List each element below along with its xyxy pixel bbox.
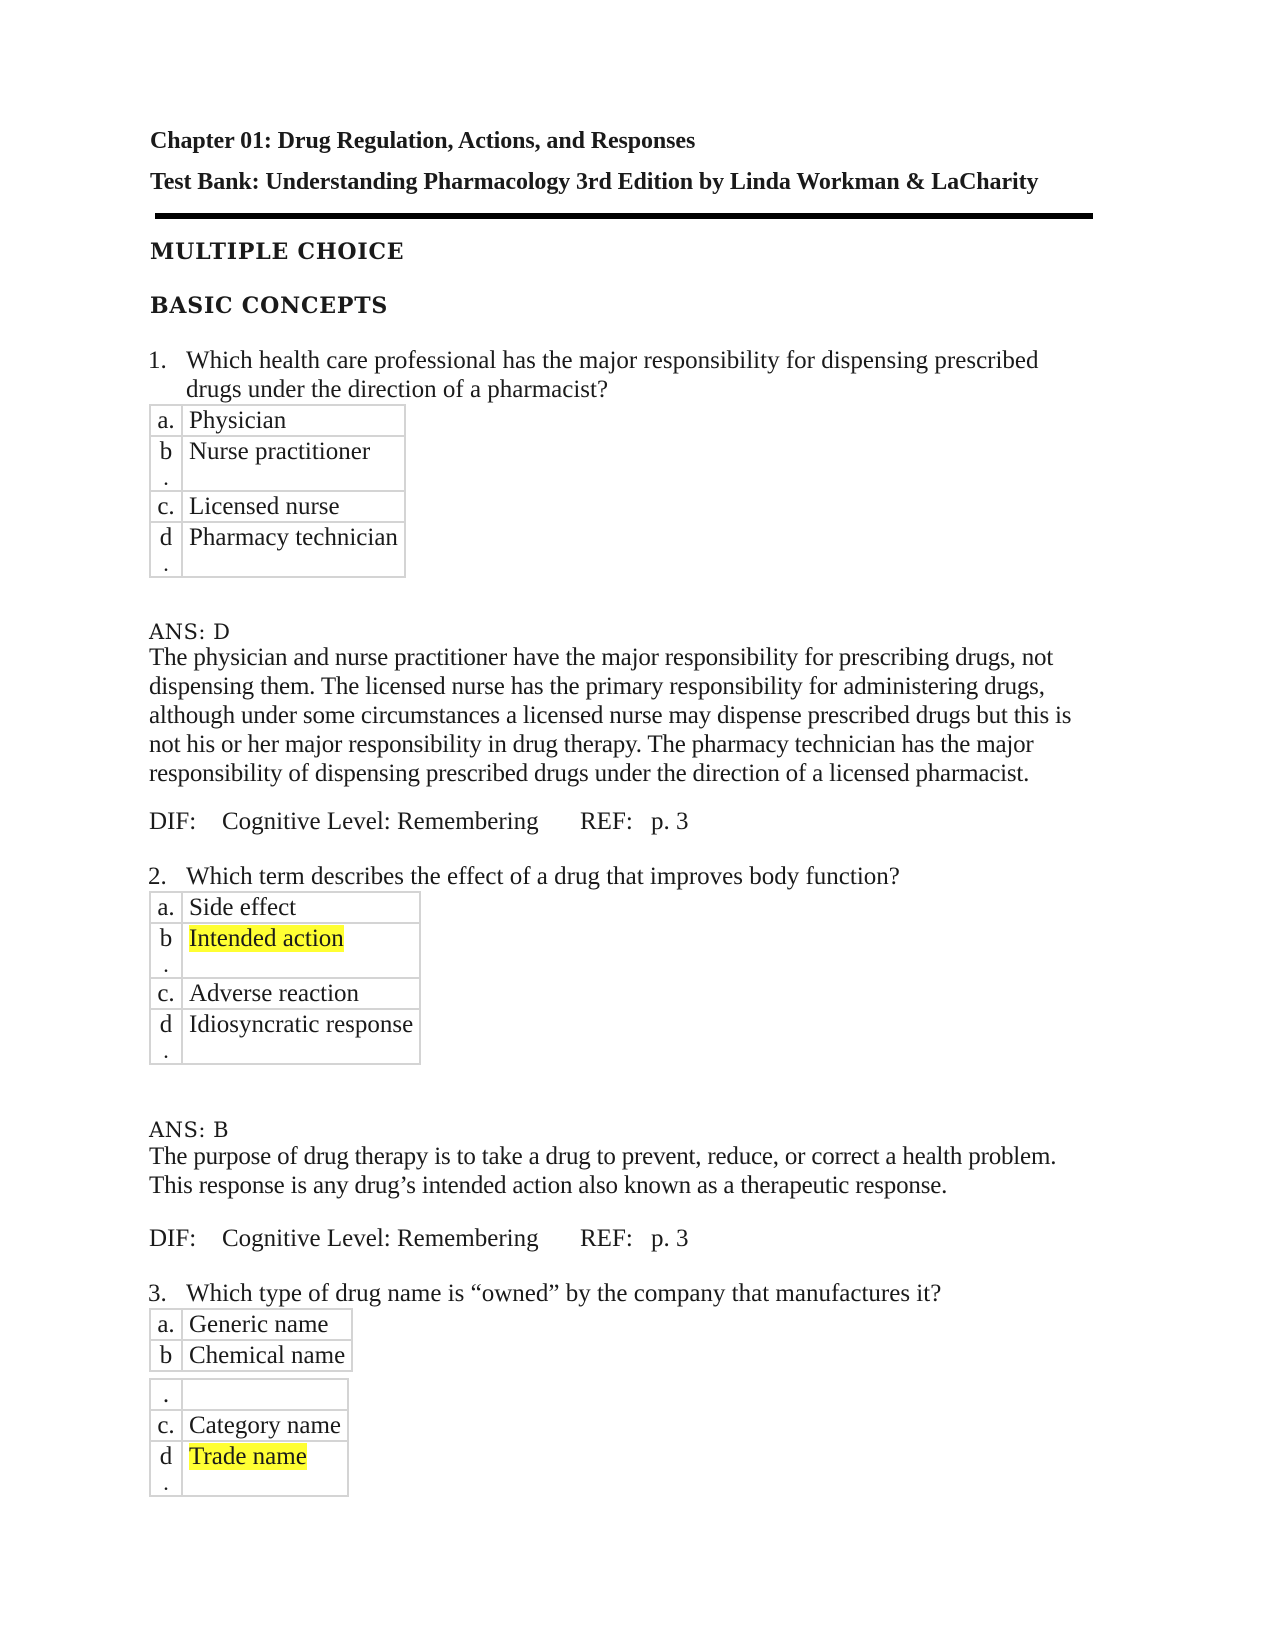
option-row: [150, 522, 405, 577]
option-text: Nurse practitioner: [182, 436, 405, 491]
option-row: [150, 1441, 348, 1496]
ref-label: REF:: [580, 808, 633, 835]
option-letter-cell: [150, 1009, 182, 1064]
ref-value: p. 3: [651, 1225, 689, 1252]
option-letter: c.: [150, 491, 182, 522]
dif-label: DIF:: [149, 1225, 197, 1252]
options-table-2: [149, 891, 421, 1065]
rationale: The purpose of drug therapy is to take a drug to prevent, reduce, or correct a health problem. This response is any drug’s intended action also known as a therapeutic response.: [149, 1143, 1057, 1199]
chapter-title: Chapter 01: Drug Regulation, Actions, and Responses: [150, 128, 696, 154]
options-table-3b: [149, 1378, 349, 1497]
option-letter: c.: [150, 1410, 182, 1441]
section-basic-concepts: BASIC CONCEPTS: [150, 293, 389, 319]
section-multiple-choice: MULTIPLE CHOICE: [150, 239, 405, 265]
header-rule: [155, 213, 1093, 219]
options-table-3a: [149, 1308, 353, 1372]
question-text: Which health care professional has the major responsibility for dispensing prescribed: [186, 347, 1039, 374]
option-row: [150, 1340, 352, 1371]
option-letter-dot: .: [163, 1470, 169, 1495]
option-row: [150, 491, 405, 522]
option-letter-dot: .: [163, 1038, 169, 1063]
dif-label: DIF:: [149, 808, 197, 835]
ref-label: REF:: [580, 1225, 633, 1252]
option-row: [150, 405, 405, 436]
option-text: Pharmacy technician: [182, 522, 405, 577]
option-row: [150, 892, 420, 923]
highlighted-option-text: Trade name: [189, 1443, 307, 1470]
option-text: Idiosyncratic response: [182, 1009, 420, 1064]
dif-value: Cognitive Level: Remembering: [222, 1225, 539, 1252]
question-text: Which type of drug name is “owned” by the company that manufactures it?: [186, 1280, 942, 1307]
option-row: [150, 978, 420, 1009]
question-number: 3.: [148, 1280, 167, 1307]
question-text: Which term describes the effect of a drug that improves body function?: [186, 863, 900, 890]
option-text: Side effect: [182, 892, 420, 923]
option-letter: d: [159, 1011, 173, 1038]
option-letter-cell: [150, 436, 182, 491]
option-row: [150, 1009, 420, 1064]
highlighted-option-text: Intended action: [189, 925, 344, 952]
option-letter: a.: [150, 405, 182, 436]
question-number: 1.: [148, 347, 167, 374]
option-text: Chemical name: [182, 1340, 352, 1371]
option-letter-dot: .: [163, 952, 169, 977]
options-table-1: [149, 404, 406, 578]
option-letter-cell: [150, 923, 182, 978]
option-letter: c.: [150, 978, 182, 1009]
option-text-cell: [182, 923, 420, 978]
option-row: [150, 1379, 348, 1410]
option-letter-cell: [150, 1441, 182, 1496]
option-letter-dot: .: [150, 1379, 182, 1410]
option-row: [150, 436, 405, 491]
option-text: Category name: [182, 1410, 348, 1441]
option-row: [150, 923, 420, 978]
option-letter: d: [159, 1443, 173, 1470]
ref-value: p. 3: [651, 808, 689, 835]
rationale: The physician and nurse practitioner have the major responsibility for prescribing drugs, not dispensing them. The licensed nurse has the primary responsibility for administering drugs, although under some circumstances a licensed nurse may dispense prescribed drugs but this is not his or her major responsibility in drug therapy. The pharmacy technician has the major responsibility of dispensing prescribed drugs under the direction of a licensed pharmacist.: [149, 644, 1072, 787]
question-number: 2.: [148, 863, 167, 890]
answer-key: ANS: B: [149, 1118, 230, 1142]
test-bank-title: Test Bank: Understanding Pharmacology 3rd Edition by Linda Workman & LaCharity: [150, 169, 1039, 195]
option-letter-cell: [150, 522, 182, 577]
question-text: drugs under the direction of a pharmacist?: [186, 376, 609, 403]
option-text-cell: [182, 1441, 348, 1496]
option-letter: a.: [150, 892, 182, 923]
option-row: [150, 1309, 352, 1340]
option-letter: a.: [150, 1309, 182, 1340]
option-text: Adverse reaction: [182, 978, 420, 1009]
option-text: Licensed nurse: [182, 491, 405, 522]
dif-value: Cognitive Level: Remembering: [222, 808, 539, 835]
option-row: [150, 1410, 348, 1441]
option-text: Generic name: [182, 1309, 352, 1340]
option-text-empty: [182, 1379, 348, 1410]
option-letter: b: [159, 925, 173, 952]
option-letter: b: [150, 1340, 182, 1371]
answer-key: ANS: D: [149, 620, 231, 644]
option-text: Physician: [182, 405, 405, 436]
option-letter: d: [159, 524, 173, 551]
option-letter-dot: .: [163, 465, 169, 490]
option-letter: b: [159, 438, 173, 465]
option-letter-dot: .: [163, 551, 169, 576]
